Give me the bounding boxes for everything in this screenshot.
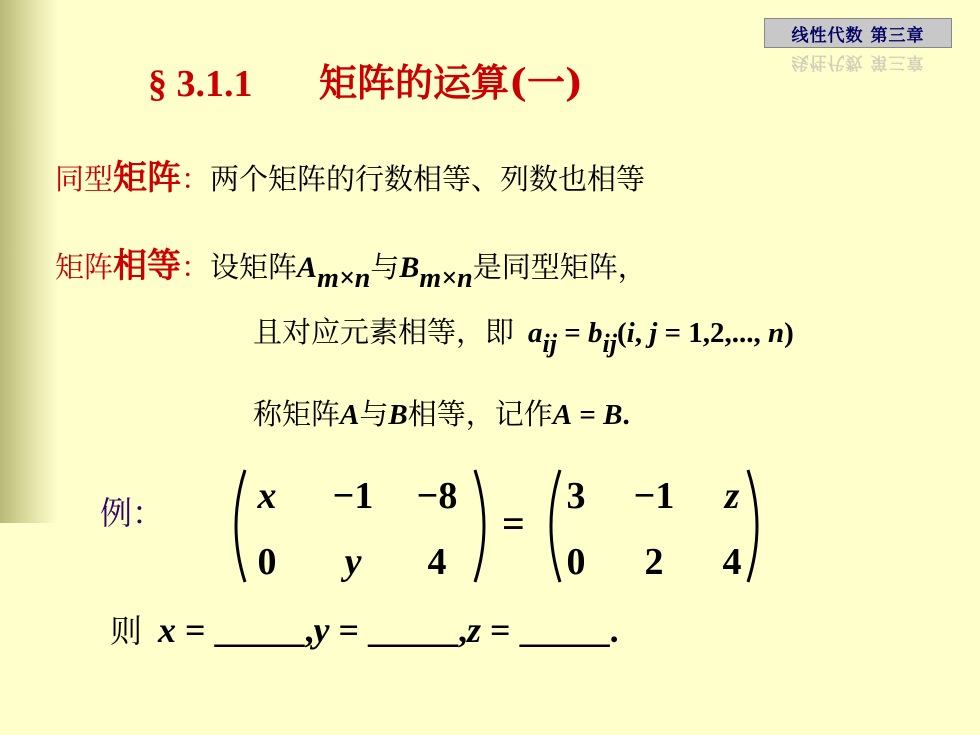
- line2-pre: 且对应元素相等，即: [253, 315, 515, 349]
- answer-x-blank[interactable]: _____: [214, 610, 305, 650]
- answer-z-eq: =: [481, 610, 520, 650]
- answer-z: z: [467, 610, 482, 650]
- index-i: i: [626, 317, 635, 349]
- notation-dot: .: [622, 399, 630, 431]
- line1-mid: 与: [370, 250, 400, 284]
- chapter-badge: [764, 18, 952, 48]
- right-matrix-cell: −1: [633, 475, 675, 517]
- left-matrix-cell: x: [257, 475, 277, 517]
- notation-equals: =: [572, 399, 604, 431]
- same-type-colon: ：: [181, 162, 211, 196]
- example-label: 例：: [100, 494, 165, 532]
- same-type-definition: [55, 150, 645, 199]
- matrix-equal-definition-line3: [253, 392, 630, 433]
- answer-x-eq: =: [176, 610, 215, 650]
- left-matrix-cell: y: [344, 541, 362, 583]
- matrix-equal-term-2: 相等: [113, 246, 182, 286]
- answer-x: x: [158, 610, 177, 650]
- answer-sep-1: ,: [304, 610, 314, 650]
- line3-post: 相等，记作: [407, 397, 553, 431]
- answer-prefix: 则: [110, 612, 143, 650]
- answer-line: [110, 606, 619, 652]
- right-matrix-cell: 4: [722, 541, 742, 583]
- same-type-term-1: 同型: [55, 162, 114, 196]
- notation-A: A: [552, 399, 573, 431]
- matrix-B-subscript: m×n: [419, 263, 473, 294]
- matrix-equal-colon: ：: [181, 250, 211, 284]
- matrix-equal-definition-line1: [55, 238, 647, 294]
- index-range: 1,2,...,: [688, 317, 761, 349]
- answer-y: y: [313, 610, 330, 650]
- answer-sep-2: ,: [458, 610, 468, 650]
- answer-z-blank[interactable]: _____: [519, 610, 610, 650]
- left-matrix-cell: 4: [427, 541, 447, 583]
- chapter-badge-reflection: [764, 50, 952, 80]
- left-matrix-cell: −1: [332, 475, 374, 517]
- line3-pre: 称矩阵: [253, 397, 341, 431]
- index-j: j: [649, 317, 658, 349]
- notation-B: B: [603, 399, 623, 431]
- chapter-badge-reflection-text: 线性代数 第三章: [791, 52, 925, 73]
- same-type-text: 两个矩阵的行数相等、列数也相等: [210, 162, 646, 196]
- right-matrix: [540, 466, 768, 586]
- line3-A: A: [340, 399, 360, 431]
- slide-title: [148, 52, 583, 107]
- right-matrix-cell: 0: [566, 541, 586, 583]
- cond-equals: =: [657, 317, 689, 349]
- line3-mid: 与: [359, 397, 389, 431]
- answer-y-blank[interactable]: _____: [368, 610, 459, 650]
- title-text: 矩阵的运算(一): [318, 60, 583, 105]
- element-a-subscript: ij: [542, 329, 557, 358]
- element-b: b: [588, 317, 603, 349]
- element-a: a: [528, 317, 543, 349]
- same-type-term-2: 矩阵: [113, 158, 182, 198]
- matrix-A-subscript: m×n: [317, 263, 371, 294]
- index-n: n: [760, 317, 785, 349]
- answer-y-eq: =: [329, 610, 369, 650]
- left-matrix-cell: −8: [416, 475, 458, 517]
- matrix-equal-term-1: 矩阵: [55, 250, 114, 284]
- cond-comma: ,: [634, 317, 650, 349]
- line3-B: B: [388, 399, 408, 431]
- line1-pre: 设矩阵: [210, 250, 298, 284]
- element-b-subscript: ij: [602, 329, 617, 358]
- left-matrix-close-paren: [471, 466, 495, 586]
- decorative-side-bar: [0, 0, 58, 523]
- right-matrix-cell: 3: [566, 475, 586, 517]
- left-matrix-cell: 0: [257, 541, 277, 583]
- left-matrix: [225, 466, 495, 586]
- equals-sign: =: [556, 317, 588, 349]
- right-matrix-cell: 2: [644, 541, 664, 583]
- right-matrix-cell: z: [724, 475, 740, 517]
- line1-post: 是同型矩阵，: [472, 250, 647, 284]
- matrix-B: B: [399, 251, 420, 284]
- section-number: § 3.1.1: [148, 63, 253, 105]
- matrix-A: A: [297, 251, 318, 284]
- answer-end: .: [609, 610, 619, 650]
- matrix-equals-sign: =: [502, 501, 525, 546]
- chapter-badge-text: 线性代数 第三章: [791, 25, 925, 46]
- cond-open: (: [616, 317, 627, 349]
- cond-close: ): [784, 317, 794, 349]
- matrix-equal-definition-line2: [253, 310, 794, 358]
